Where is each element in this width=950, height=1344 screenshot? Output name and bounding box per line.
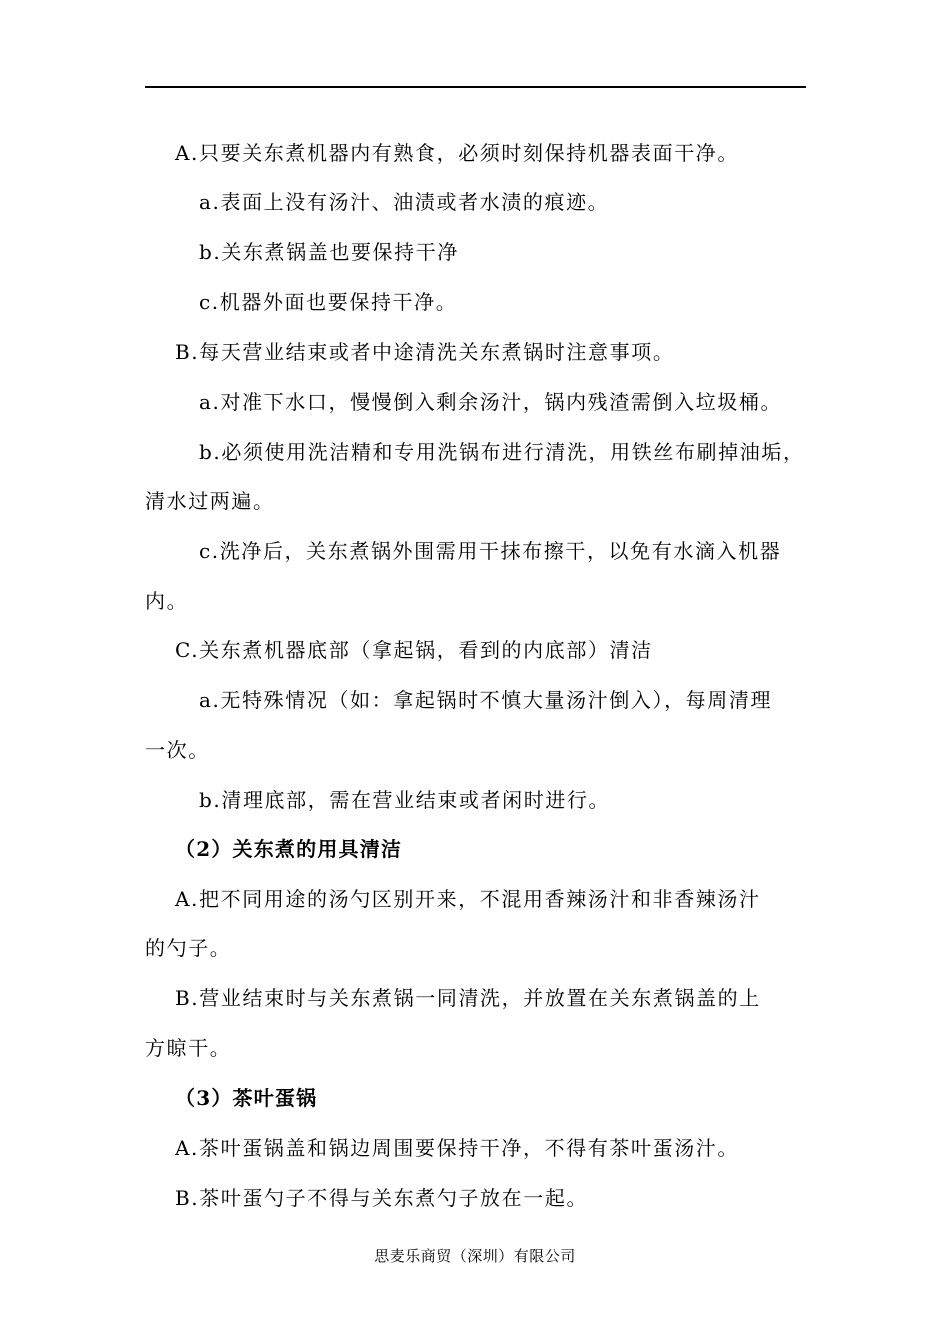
paragraph-line: b.必须使用洗洁精和专用洗锅布进行清洗，用铁丝布刷掉油垢， xyxy=(199,440,805,464)
paragraph-line: a.表面上没有汤汁、油渍或者水渍的痕迹。 xyxy=(199,190,610,214)
paragraph-line: a.对准下水口，慢慢倒入剩余汤汁，锅内残渣需倒入垃圾桶。 xyxy=(199,390,783,414)
paragraph-line: c.洗净后，关东煮锅外围需用干抹布擦干，以免有水滴入机器 xyxy=(199,539,782,563)
paragraph-line: B.茶叶蛋勺子不得与关东煮勺子放在一起。 xyxy=(175,1186,589,1210)
paragraph-line: C.关东煮机器底部（拿起锅，看到的内底部）清洁 xyxy=(175,638,653,662)
paragraph-line: 内。 xyxy=(145,589,189,613)
paragraph-line: 方晾干。 xyxy=(145,1036,232,1060)
paragraph-line: B.营业结束时与关东煮锅一同清洗，并放置在关东煮锅盖的上 xyxy=(175,986,761,1010)
paragraph-line: B.每天营业结束或者中途清洗关东煮锅时注意事项。 xyxy=(175,340,675,364)
paragraph-line: c.机器外面也要保持干净。 xyxy=(199,290,458,314)
section-heading: （3）茶叶蛋锅 xyxy=(175,1086,318,1110)
header-rule xyxy=(145,86,806,88)
paragraph-line: 的勺子。 xyxy=(145,936,232,960)
section-heading: （2）关东煮的用具清洁 xyxy=(175,837,403,861)
paragraph-line: a.无特殊情况（如：拿起锅时不慎大量汤汁倒入），每周清理 xyxy=(199,688,773,712)
paragraph-line: b.清理底部，需在营业结束或者闲时进行。 xyxy=(199,788,611,812)
paragraph-line: A.把不同用途的汤勺区别开来，不混用香辣汤汁和非香辣汤汁 xyxy=(175,887,761,911)
page-footer: 思麦乐商贸（深圳）有限公司 xyxy=(374,1247,576,1265)
paragraph-line: b.关东煮锅盖也要保持干净 xyxy=(199,240,459,264)
paragraph-line: A.茶叶蛋锅盖和锅边周围要保持干净，不得有茶叶蛋汤汁。 xyxy=(175,1136,740,1160)
paragraph-line: A.只要关东煮机器内有熟食，必须时刻保持机器表面干净。 xyxy=(175,141,740,165)
paragraph-line: 一次。 xyxy=(145,738,210,762)
paragraph-line: 清水过两遍。 xyxy=(145,489,275,513)
